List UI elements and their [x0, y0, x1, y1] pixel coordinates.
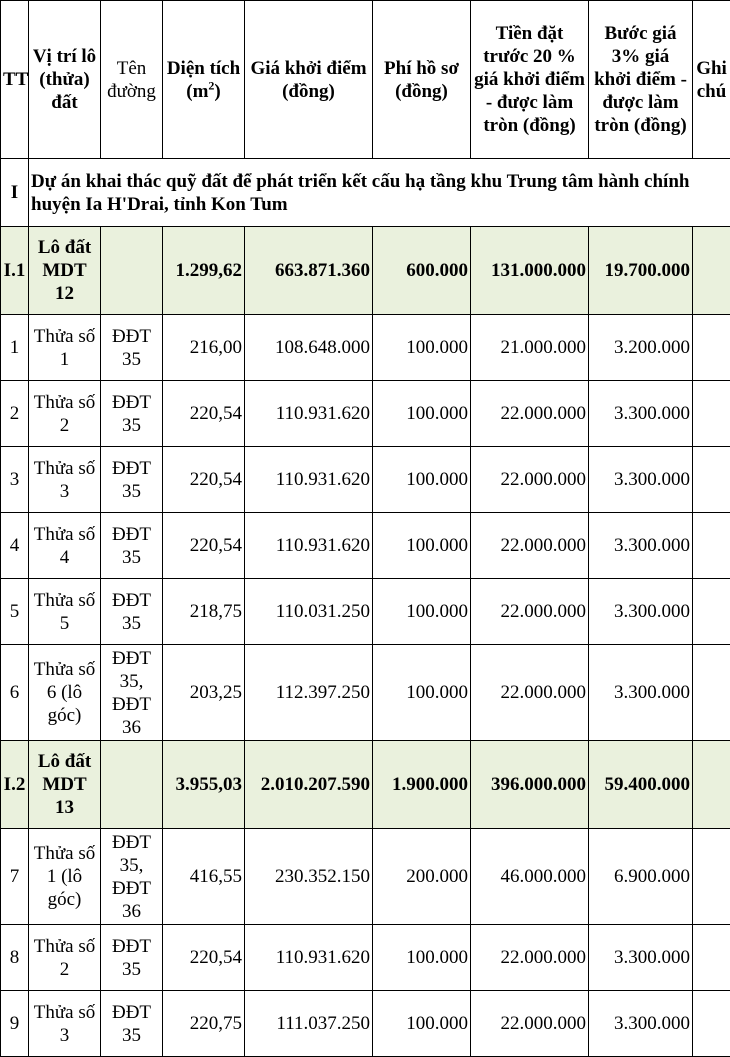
- group-name: Lô đất MDT 12: [29, 227, 101, 315]
- section-tt: I: [1, 159, 29, 227]
- group-price: 2.010.207.590: [245, 741, 373, 829]
- row-deposit: 46.000.000: [471, 829, 589, 925]
- row-area: 416,55: [163, 829, 245, 925]
- header-step: Bước giá 3% giá khởi điểm - được làm tròn (đồng): [589, 1, 693, 159]
- group-street: [101, 741, 163, 829]
- row-note: [693, 645, 730, 741]
- table-row: [1, 513, 730, 579]
- row-price: 108.648.000: [245, 315, 373, 381]
- header-street: Tên đường: [101, 1, 163, 159]
- row-deposit: 22.000.000: [471, 579, 589, 645]
- group-tt: I.2: [1, 741, 29, 829]
- row-area: 220,54: [163, 381, 245, 447]
- row-tt: 8: [1, 925, 29, 991]
- row-fee: 100.000: [373, 579, 471, 645]
- row-deposit: 22.000.000: [471, 645, 589, 741]
- row-area: 216,00: [163, 315, 245, 381]
- table-row: [1, 579, 730, 645]
- row-lot: Thửa số 3: [29, 447, 101, 513]
- row-step: 6.900.000: [589, 829, 693, 925]
- row-step: 3.300.000: [589, 645, 693, 741]
- section-row: [1, 159, 730, 227]
- row-area: 218,75: [163, 579, 245, 645]
- row-tt: 7: [1, 829, 29, 925]
- table-row: [1, 315, 730, 381]
- row-price: 110.031.250: [245, 579, 373, 645]
- row-area: 220,54: [163, 447, 245, 513]
- row-deposit: 22.000.000: [471, 381, 589, 447]
- group-row: [1, 741, 730, 829]
- header-area-unit-exp: 2: [208, 78, 214, 92]
- table-row: [1, 829, 730, 925]
- row-tt: 4: [1, 513, 29, 579]
- group-step: 19.700.000: [589, 227, 693, 315]
- section-title: Dự án khai thác quỹ đất để phát triển kết cấu hạ tầng khu Trung tâm hành chính huyện Ia H'Drai, tỉnh Kon Tum: [29, 159, 730, 227]
- row-tt: 1: [1, 315, 29, 381]
- row-area: 203,25: [163, 645, 245, 741]
- group-area: 3.955,03: [163, 741, 245, 829]
- table-row: [1, 381, 730, 447]
- row-fee: 100.000: [373, 447, 471, 513]
- group-street: [101, 227, 163, 315]
- row-price: 110.931.620: [245, 513, 373, 579]
- row-step: 3.300.000: [589, 381, 693, 447]
- row-street: ĐĐT 35: [101, 991, 163, 1057]
- row-step: 3.300.000: [589, 991, 693, 1057]
- row-fee: 100.000: [373, 315, 471, 381]
- row-fee: 100.000: [373, 645, 471, 741]
- row-street: ĐĐT 35: [101, 513, 163, 579]
- row-step: 3.300.000: [589, 925, 693, 991]
- row-step: 3.300.000: [589, 513, 693, 579]
- group-note: [693, 741, 730, 829]
- row-deposit: 22.000.000: [471, 991, 589, 1057]
- row-area: 220,54: [163, 925, 245, 991]
- row-street: ĐĐT 35: [101, 925, 163, 991]
- group-note: [693, 227, 730, 315]
- group-tt: I.1: [1, 227, 29, 315]
- row-street: ĐĐT 35: [101, 315, 163, 381]
- row-lot: Thửa số 2: [29, 925, 101, 991]
- row-deposit: 21.000.000: [471, 315, 589, 381]
- table-row: [1, 645, 730, 741]
- group-fee: 1.900.000: [373, 741, 471, 829]
- row-tt: 6: [1, 645, 29, 741]
- row-street: ĐĐT 35: [101, 381, 163, 447]
- row-fee: 100.000: [373, 925, 471, 991]
- group-deposit: 396.000.000: [471, 741, 589, 829]
- row-area: 220,54: [163, 513, 245, 579]
- header-tt: TT: [1, 1, 29, 159]
- group-price: 663.871.360: [245, 227, 373, 315]
- row-price: 110.931.620: [245, 925, 373, 991]
- row-price: 111.037.250: [245, 991, 373, 1057]
- row-lot: Thửa số 4: [29, 513, 101, 579]
- row-deposit: 22.000.000: [471, 513, 589, 579]
- row-lot: Thửa số 5: [29, 579, 101, 645]
- row-note: [693, 925, 730, 991]
- header-row: [1, 1, 730, 159]
- header-area: [163, 1, 245, 159]
- group-step: 59.400.000: [589, 741, 693, 829]
- table-row: [1, 447, 730, 513]
- row-tt: 5: [1, 579, 29, 645]
- table-row: [1, 991, 730, 1057]
- row-area: 220,75: [163, 991, 245, 1057]
- header-area-unit-suffix: ): [214, 81, 220, 102]
- row-deposit: 22.000.000: [471, 925, 589, 991]
- header-fee: Phí hồ sơ (đồng): [373, 1, 471, 159]
- row-fee: 100.000: [373, 381, 471, 447]
- row-street: ĐĐT 35: [101, 447, 163, 513]
- row-tt: 3: [1, 447, 29, 513]
- row-street: ĐĐT 35: [101, 579, 163, 645]
- row-note: [693, 579, 730, 645]
- header-deposit: Tiền đặt trước 20 % giá khởi điểm - được làm tròn (đồng): [471, 1, 589, 159]
- row-fee: 100.000: [373, 991, 471, 1057]
- header-area-label: Diện tích: [167, 58, 240, 79]
- row-step: 3.300.000: [589, 579, 693, 645]
- row-note: [693, 829, 730, 925]
- row-note: [693, 315, 730, 381]
- row-lot: Thửa số 6 (lô góc): [29, 645, 101, 741]
- table-row: [1, 925, 730, 991]
- row-note: [693, 991, 730, 1057]
- row-note: [693, 447, 730, 513]
- row-fee: 200.000: [373, 829, 471, 925]
- group-deposit: 131.000.000: [471, 227, 589, 315]
- row-lot: Thửa số 3: [29, 991, 101, 1057]
- row-tt: 2: [1, 381, 29, 447]
- row-note: [693, 381, 730, 447]
- header-area-unit-prefix: (m: [186, 81, 208, 102]
- row-note: [693, 513, 730, 579]
- group-row: [1, 227, 730, 315]
- row-fee: 100.000: [373, 513, 471, 579]
- header-location: Vị trí lô (thửa) đất: [29, 1, 101, 159]
- row-price: 110.931.620: [245, 447, 373, 513]
- row-step: 3.200.000: [589, 315, 693, 381]
- row-price: 110.931.620: [245, 381, 373, 447]
- row-lot: Thửa số 1 (lô góc): [29, 829, 101, 925]
- header-start-price: Giá khởi điểm (đồng): [245, 1, 373, 159]
- group-fee: 600.000: [373, 227, 471, 315]
- row-lot: Thửa số 2: [29, 381, 101, 447]
- row-price: 112.397.250: [245, 645, 373, 741]
- row-tt: 9: [1, 991, 29, 1057]
- row-lot: Thửa số 1: [29, 315, 101, 381]
- row-street: ĐĐT 35, ĐĐT 36: [101, 645, 163, 741]
- row-street: ĐĐT 35, ĐĐT 36: [101, 829, 163, 925]
- row-step: 3.300.000: [589, 447, 693, 513]
- group-name: Lô đất MDT 13: [29, 741, 101, 829]
- row-price: 230.352.150: [245, 829, 373, 925]
- header-note: Ghi chú: [693, 1, 730, 159]
- row-deposit: 22.000.000: [471, 447, 589, 513]
- group-area: 1.299,62: [163, 227, 245, 315]
